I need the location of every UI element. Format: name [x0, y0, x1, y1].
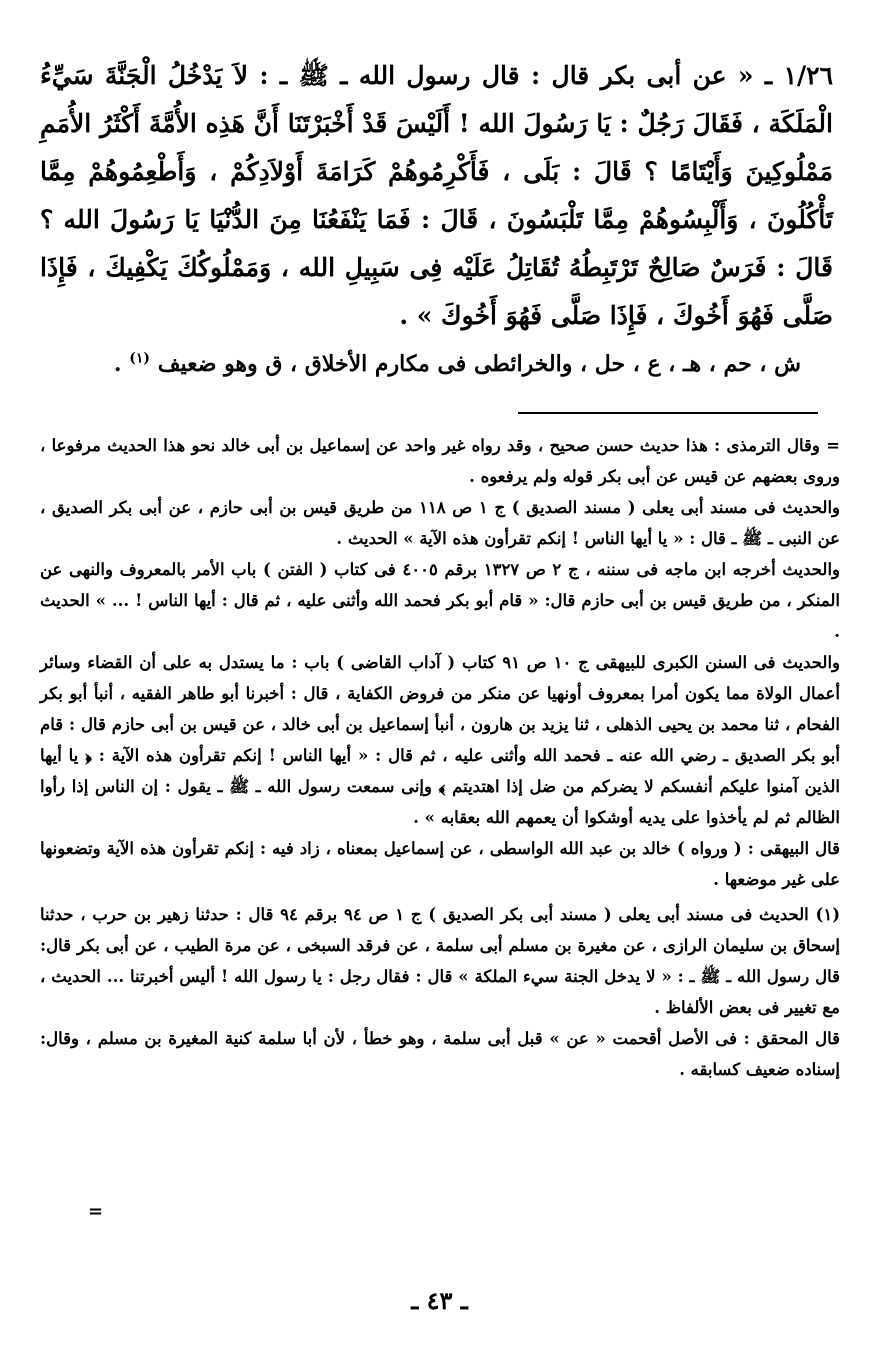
- hadith-text: ١/٢٦ ـ « عن أبى بكر قال : قال رسول الله ـ ﷺ ـ : لاَ يَدْخُلُ الْجَنَّةَ سَيِّءُ الْمَلَكَة ، فَقَالَ رَجُلٌ : يَا رَسُولَ الله ! أَلَيْسَ قَدْ أَخْبَرْتَنَا أَنَّ هَذِه الأُمَّةَ أَكْثَرُ الأُمَمِ مَمْلُوكِينَ وَأَيْتَامًا ؟ قَالَ : بَلَى ، فَأَكْرِمُوهُمْ كَرَامَةَ أَوْلاَدِكُمْ ، وَأَطْعِمُوهُمْ مِمَّا تَأْكُلُونَ ، وَأَلْبِسُوهُمْ مِمَّا تَلْبَسُونَ ، قَالَ : فَمَا يَنْفَعُنَا مِنَ الدُّنْيَا يَا رَسُولَ الله ؟ قَالَ : فَرَسٌ صَالِحٌ تَرْتَبِطُهُ تُقَاتِلُ عَلَيْه فِى سَبِيلِ الله ، وَمَمْلُوكُكَ يَكْفِيكَ ، فَإِذَا صَلَّى فَهُوَ أَخُوكَ ، فَإِذَا صَلَّى فَهُوَ أَخُوكَ » .: [40, 61, 833, 330]
- note-paragraph: = وقال الترمذى : هذا حديث حسن صحيح ، وقد رواه غير واحد عن إسماعيل بن أبى خالد نحو هذا الحديث مرفوعا ، وروى بعضهم عن قيس عن أبى بكر قوله ولم يرفعوه .: [40, 436, 840, 486]
- hadith-sources: [40, 342, 839, 386]
- footnote-1: (١) الحديث فى مسند أبى يعلى ( مسند أبى بكر الصديق ) ج ١ ص ٩٤ برقم ٩٤ قال : حدثنا زهير بن حرب ، حدثنا إسحاق بن سليمان الرازى ، عن مغيرة بن مسلم أبى سلمة ، عن فرقد السبخى ، عن مرة الطيب ، عن أبى بكر قال: قال رسول الله ـ ﷺ ـ : « لا يدخل الجنة سيء الملكة » قال : فقال رجل : يا رسول الله ! أليس أخبرتنا ... الحديث ، مع تغيير فى بعض الألفاظ .: [40, 905, 841, 1017]
- sources-text: ش ، حم ، هـ ، ع ، حل ، والخرائطى فى مكارم الأخلاق ، ق وهو ضعيف: [157, 351, 801, 377]
- continuation-mark: =: [88, 1201, 104, 1222]
- page-number: ـ ٤٣ ـ: [411, 1286, 468, 1315]
- notes-section: [40, 430, 840, 1085]
- note-paragraph: والحديث فى السنن الكبرى للبيهقى ج ١٠ ص ٩١ كتاب ( آداب القاضى ) باب : ما يستدل به على أن القضاء وسائر أعمال الولاة مما يكون أمرا بمعروف أونهيا عن منكر من فروض الكفاية ، قال : أخبرنا أبو طاهر الفقيه ، أنبأ أبو بكر الفحام ، ثنا محمد بن يحيى الذهلى ، ثنا يزيد بن هارون ، أنبأ إسماعيل بن أبى خالد ، عن قيس بن أبى حازم قال : قام أبو بكر الصديق ـ رضي الله عنه ـ فحمد الله وأثنى عليه ، ثم قال : « أيها الناس ! إنكم تقرأون هذه الآية : ﴿ يا أيها الذين آمنوا عليكم أنفسكم لا يضركم من ضل إذا اهتديتم ﴾ وإنى سمعت رسول الله ـ ﷺ ـ يقول : إن الناس إذا رأوا الظالم ثم لم يأخذوا على يديه أوشكوا أن يعمهم الله بعقابه » .: [40, 653, 841, 827]
- hadith-paragraph: [40, 52, 839, 340]
- note-paragraph: والحديث فى مسند أبى يعلى ( مسند الصديق ) ج ١ ص ١١٨ من طريق قيس بن أبى حازم ، عن أبى بكر الصديق ، عن النبى ـ ﷺ ـ قال : « يا أيها الناس ! إنكم تقرأون هذه الآية » الحديث .: [40, 498, 841, 548]
- note-paragraph: والحديث أخرجه ابن ماجه فى سننه ، ج ٢ ص ١٣٢٧ برقم ٤٠٠٥ فى كتاب ( الفتن ) باب الأمر بالمعروف والنهى عن المنكر ، من طريق قيس بن أبى حازم قال: « قام أبو بكر فحمد الله وأثنى عليه ، ثم قال : أيها الناس ! ... » الحديث .: [40, 560, 841, 641]
- note-paragraph: قال البيهقى : ( ورواه ) خالد بن عبد الله الواسطى ، عن إسماعيل بمعناه ، زاد فيه : إنكم تقرأون هذه الآية وتضعونها على غير موضعها .: [40, 839, 840, 889]
- footnote-reference[interactable]: (١): [129, 350, 151, 367]
- footnote-editor-note: قال المحقق : فى الأصل أقحمت « عن » قبل أبى سلمة ، وهو خطأ ، لأن أبا سلمة كنية المغيرة بن مسلم ، وقال: إسناده ضعيف كسابقه .: [40, 1029, 840, 1079]
- main-text-block: [40, 52, 839, 386]
- sources-end-mark: .: [113, 351, 122, 377]
- footnote-divider: [518, 412, 818, 414]
